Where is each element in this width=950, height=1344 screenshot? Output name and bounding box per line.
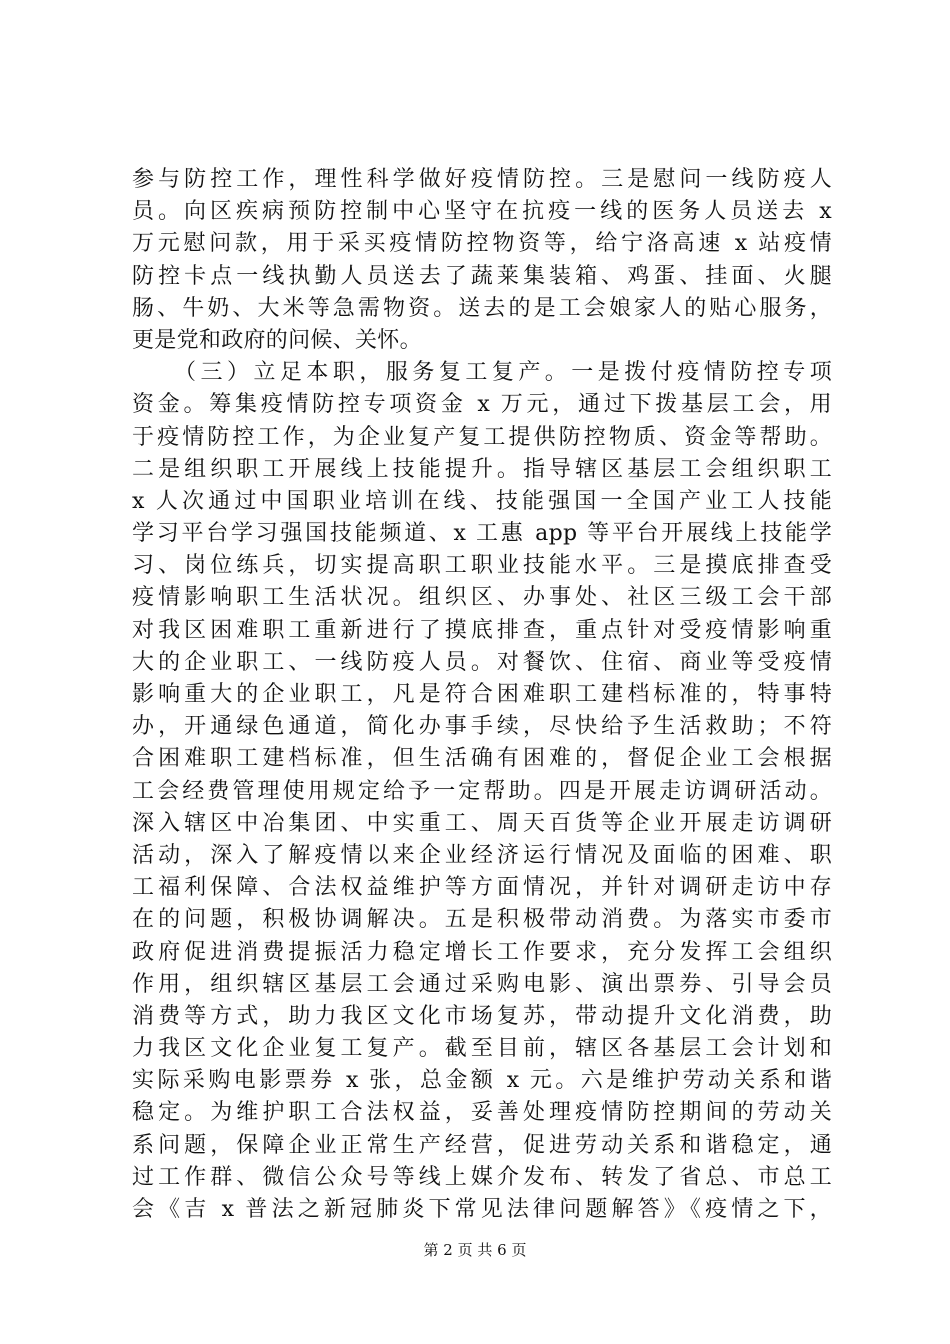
text-line: 系问题，保障企业正常生产经营，促进劳动关系和谐稳定，通 (132, 1132, 832, 1158)
text-line: 工福利保障、合法权益维护等方面情况，并针对调研走访中存 (132, 875, 832, 901)
text-line: 会《吉 x 普法之新冠肺炎下常见法律问题解答》《疫情之下， (132, 1197, 832, 1222)
text-line: （三）立足本职，服务复工复产。一是拨付疫情防控专项 (132, 360, 832, 386)
text-line: 习、岗位练兵，切实提高职工职业技能水平。三是摸底排查受 (132, 553, 832, 579)
text-line: 肠、牛奶、大米等急需物资。送去的是工会娘家人的贴心服务， (132, 295, 832, 321)
text-line: 过工作群、微信公众号等线上媒介发布、转发了省总、市总工 (132, 1164, 832, 1190)
text-line: 防控卡点一线执勤人员送去了蔬莱集装箱、鸡蛋、挂面、火腿 (132, 263, 832, 289)
page-number-footer: 第 2 页 共 6 页 (423, 1241, 527, 1259)
text-line: 稳定。为维护职工合法权益，妥善处理疫情防控期间的劳动关 (132, 1100, 832, 1126)
text-line: 大的企业职工、一线防疫人员。对餐饮、住宿、商业等受疫情 (132, 649, 832, 675)
text-line: 万元慰问款，用于采买疫情防控物资等，给宁洛高速 x 站疫情 (132, 231, 832, 257)
text-line: 活动，深入了解疫情以来企业经济运行情况及面临的困难、职 (132, 842, 832, 868)
text-line: 办，开通绿色通道，简化办事手续，尽快给予生活救助；不符 (132, 714, 832, 740)
text-line: 二是组织职工开展线上技能提升。指导辖区基层工会组织职工 (132, 456, 832, 482)
text-line: 疫情影响职工生活状况。组织区、办事处、社区三级工会干部 (132, 585, 832, 611)
text-line: 更是党和政府的问候、关怀。 (132, 327, 422, 353)
text-line: 政府促进消费提振活力稳定增长工作要求，充分发挥工会组织 (132, 939, 832, 965)
text-line: x 人次通过中国职业培训在线、技能强国一全国产业工人技能 (132, 488, 832, 514)
text-line: 在的问题，积极协调解决。五是积极带动消费。为落实市委市 (132, 907, 832, 933)
text-line: 员。向区疾病预防控制中心坚守在抗疫一线的医务人员送去 x (132, 199, 832, 225)
text-line: 深入辖区中冶集团、中实重工、周天百货等企业开展走访调研 (132, 810, 832, 836)
text-line: 学习平台学习强国技能频道、x 工惠 app 等平台开展线上技能学 (132, 521, 832, 547)
text-line: 力我区文化企业复工复产。截至目前，辖区各基层工会计划和 (132, 1036, 832, 1062)
text-line: 资金。筹集疫情防控专项资金 x 万元，通过下拨基层工会，用 (132, 392, 832, 418)
body-text (132, 164, 832, 1226)
text-line: 于疫情防控工作，为企业复产复工提供防控物质、资金等帮助。 (132, 424, 832, 450)
text-line: 实际采购电影票券 x 张，总金额 x 元。六是维护劳动关系和谐 (132, 1068, 832, 1094)
text-line: 消费等方式，助力我区文化市场复苏，带动提升文化消费，助 (132, 1003, 832, 1029)
text-line: 作用，组织辖区基层工会通过采购电影、演出票券、引导会员 (132, 971, 832, 997)
text-line: 影响重大的企业职工，凡是符合困难职工建档标准的，特事特 (132, 682, 832, 707)
text-line: 工会经费管理使用规定给予一定帮助。四是开展走访调研活动。 (132, 778, 832, 804)
text-line: 对我区困难职工重新进行了摸底排查，重点针对受疫情影响重 (132, 617, 832, 643)
text-line: 参与防控工作，理性科学做好疫情防控。三是慰问一线防疫人 (132, 167, 832, 192)
text-line: 合困难职工建档标准，但生活确有困难的，督促企业工会根据 (132, 746, 832, 772)
